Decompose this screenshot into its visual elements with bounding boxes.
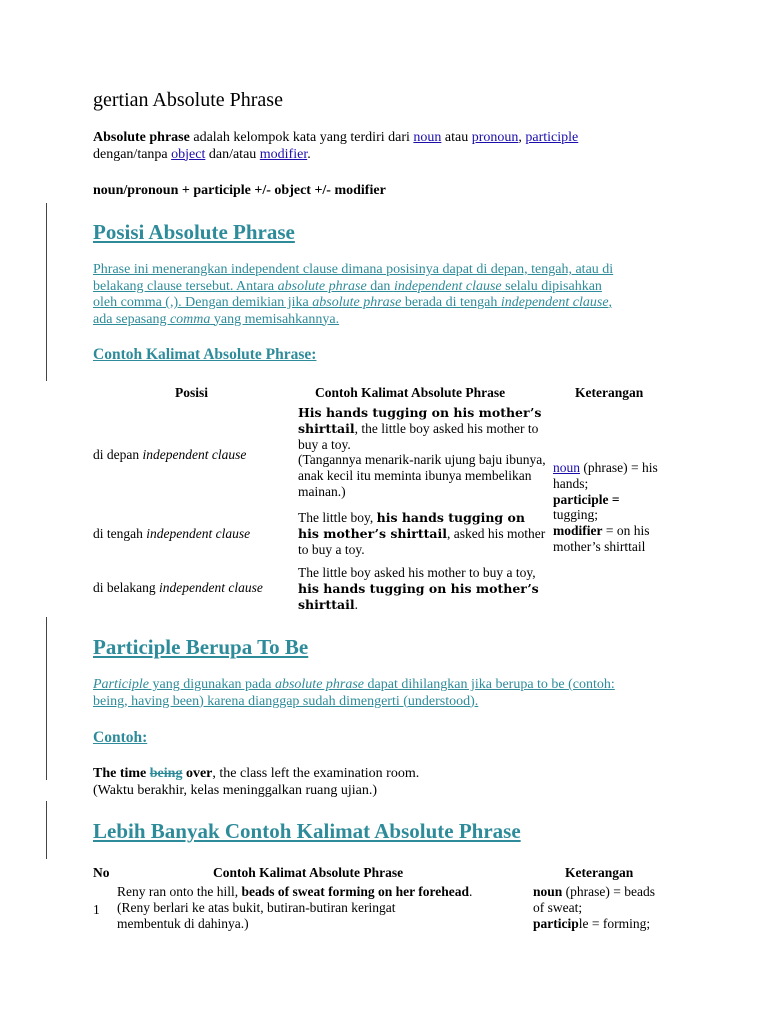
para-text: belakang clause tersebut. Antara (93, 278, 278, 294)
section-heading-posisi: Posisi Absolute Phrase (93, 220, 295, 244)
example-text: Reny ran onto the hill, (117, 884, 242, 899)
noun-link[interactable]: noun (413, 130, 442, 145)
subheading-contoh-kalimat: Contoh Kalimat Absolute Phrase: (93, 346, 317, 363)
para-italic: absolute phrase (277, 278, 367, 294)
table2-row1-example (117, 884, 537, 931)
change-bar (46, 801, 47, 859)
object-link[interactable]: object (171, 146, 206, 162)
para-italic: independent clause (500, 295, 609, 310)
example-text: , asked his mother to buy a toy. (298, 525, 546, 557)
example-translation: (Reny berlari ke atas bukit, butiran-butiran keringat (117, 899, 396, 915)
change-bar (46, 617, 47, 780)
keterangan-bold: particip (533, 915, 579, 931)
struck-word: being (149, 766, 183, 781)
example-text: . (468, 884, 473, 899)
example-translation: membentuk di dahinya.) (117, 915, 249, 931)
participle-paragraph (93, 677, 693, 710)
example-text: The little boy, (298, 510, 377, 525)
keterangan-text: = on his mother’s shirttail (553, 523, 650, 554)
example-bold: his hands tugging on his mother’s shirttail (298, 510, 525, 541)
table2-header-contoh: Contoh Kalimat Absolute Phrase (213, 865, 404, 880)
para-text: Phrase ini menerangkan independent clause dimana posisinya dapat di depan, tengah, atau di (93, 262, 614, 277)
posisi-paragraph (93, 262, 683, 328)
table1-row3-example (298, 565, 550, 612)
keterangan-text: (phrase) = his hands; (553, 460, 658, 491)
posisi-italic: independent clause (142, 447, 247, 462)
keterangan-bold: noun (533, 884, 563, 899)
posisi-italic: independent clause (158, 580, 263, 595)
para-text: berada di tengah (401, 295, 501, 310)
change-bar (46, 203, 47, 381)
para-italic: comma (169, 311, 211, 327)
keterangan-text: (phrase) = beads (562, 884, 655, 899)
table2-row1-keterangan (533, 884, 673, 931)
table1-row1-posisi (93, 447, 246, 463)
pronoun-link[interactable]: pronoun (471, 130, 519, 145)
posisi-italic: independent clause (146, 526, 251, 541)
table1-row2-example (298, 510, 550, 557)
para-text: , (608, 295, 613, 310)
para-italic: Participle (93, 677, 149, 692)
para-italic: absolute phrase (312, 295, 402, 310)
example-bold: beads of sweat forming on her forehead (241, 884, 469, 899)
example-text: . (354, 596, 358, 612)
formula: noun/pronoun + participle +/- object +/- modifier (93, 183, 386, 198)
para-text: yang digunakan pada (149, 677, 275, 692)
modifier-link[interactable]: modifier (259, 146, 308, 162)
keterangan-text: tugging; (553, 507, 599, 523)
posisi-text: di belakang (93, 580, 159, 595)
table1-row2-posisi (93, 526, 250, 542)
table1-row1-example (298, 405, 550, 500)
keterangan-bold: participle = (553, 491, 620, 507)
intro-text: dan/atau (205, 146, 260, 162)
posisi-text: di depan (93, 447, 143, 462)
keterangan-bold: modifier (553, 523, 603, 539)
para-italic: absolute phrase (274, 677, 365, 692)
example-translation: (Tangannya menarik-narik ujung baju ibunya, anak kecil itu meminta ibunya membelikan mainan.) (298, 452, 546, 499)
section-heading-participle: Participle Berupa To Be (93, 635, 309, 659)
example-sentence (93, 766, 693, 799)
para-text: being, having been) karena dianggap sudah dimengerti (understood). (93, 693, 479, 709)
table1-keterangan (553, 460, 683, 555)
section-heading-lebih: Lebih Banyak Contoh Kalimat Absolute Phrase (93, 819, 521, 843)
intro-text: , (518, 130, 526, 145)
intro-text: . (307, 146, 311, 162)
table1-header-keterangan: Keterangan (575, 385, 644, 400)
example-text: , the class left the examination room. (212, 766, 420, 781)
noun-link[interactable]: noun (553, 460, 580, 475)
intro-text: dengan/tanpa (93, 146, 172, 162)
example-bold: The time (93, 766, 150, 781)
intro-text: atau (441, 130, 472, 145)
example-text: The little boy asked his mother to buy a toy, (298, 565, 536, 580)
page-title: gertian Absolute Phrase (93, 89, 283, 111)
table2-row1-no: 1 (93, 902, 100, 917)
keterangan-text: of sweat; (533, 899, 583, 915)
participle-link[interactable]: participle (525, 130, 579, 145)
table1-row3-posisi (93, 580, 263, 596)
para-text: dapat dihilangkan jika berupa to be (contoh: (364, 677, 615, 692)
para-text: ada sepasang (93, 311, 170, 327)
keterangan-text: le = forming; (578, 915, 651, 931)
example-bold: his hands tugging on his mother’s shirttail (298, 580, 539, 612)
table2-header-keterangan: Keterangan (565, 865, 634, 880)
intro-term: Absolute phrase (93, 130, 190, 145)
table2-header-no: No (93, 865, 110, 880)
example-text: , the little boy asked his mother to buy a toy. (298, 420, 539, 452)
para-text: selalu dipisahkan (501, 278, 602, 294)
para-text: yang memisahkannya. (210, 311, 340, 327)
table1-header-contoh: Contoh Kalimat Absolute Phrase (315, 385, 506, 400)
para-text: oleh comma (,). Dengan demikian jika (93, 295, 313, 310)
example-bold: over (182, 766, 213, 781)
subheading-contoh: Contoh: (93, 729, 148, 746)
para-text: dan (366, 278, 394, 294)
intro-paragraph (93, 130, 693, 163)
table1-header-posisi: Posisi (175, 385, 209, 400)
example-bold: His hands tugging on his mother’s shirttail (298, 405, 542, 436)
para-italic: independent clause (393, 278, 502, 294)
intro-text: adalah kelompok kata yang terdiri dari (189, 130, 414, 145)
example-translation: (Waktu berakhir, kelas meninggalkan ruang ujian.) (93, 782, 378, 798)
posisi-text: di tengah (93, 526, 147, 541)
